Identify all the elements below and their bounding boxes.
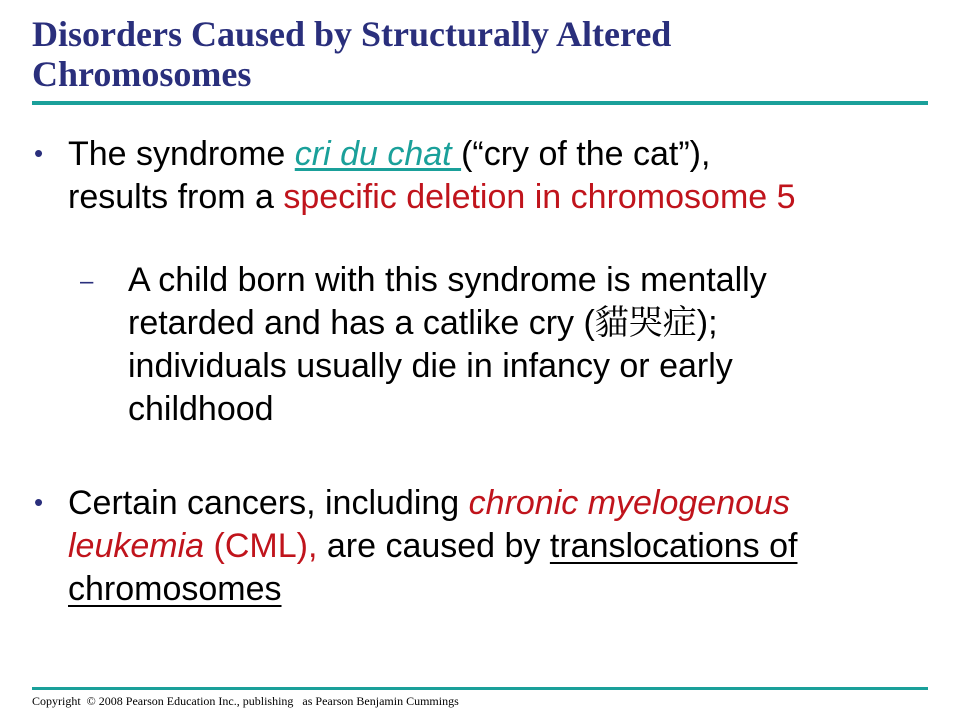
bullet-2-text-a: Certain cancers, including — [68, 484, 469, 522]
dash-icon: – — [80, 268, 94, 295]
cri-du-chat-link[interactable]: cri du chat — [294, 135, 462, 173]
bullet-icon: • — [34, 138, 44, 168]
bullet-2-red-italic-1: chronic myelogenous — [468, 484, 790, 522]
bullet-2-underlined-1: translocations of — [549, 527, 798, 565]
bullet-1-red-highlight: specific deletion in chromosome 5 — [283, 178, 796, 216]
sub-bullet-line-3: individuals usually die in infancy or early — [128, 347, 733, 385]
bullet-2-red-italic-2: leukemia — [68, 527, 205, 565]
footer-divider — [32, 687, 928, 690]
bullet-icon: • — [34, 487, 44, 517]
bullet-1 — [68, 133, 796, 219]
sub-bullet-line-2a: retarded and has a catlike cry ( — [128, 304, 595, 342]
sub-bullet-line-4: childhood — [128, 390, 274, 428]
bullet-1-text-a: The syndrome — [68, 135, 295, 173]
bullet-2-text-b: are caused by — [317, 527, 550, 565]
sub-bullet-line-1: A child born with this syndrome is mentally — [128, 261, 767, 299]
bullet-1-text-c: results from a — [68, 178, 284, 216]
bullet-2-red-plain: (CML), — [204, 527, 318, 565]
slide-title-line1: Disorders Caused by Structurally Altered — [32, 14, 672, 54]
chinese-term: 貓哭症 — [594, 304, 697, 342]
slide-title-line2: Chromosomes — [32, 54, 252, 94]
title-divider — [32, 101, 928, 105]
bullet-1-text-b: (“cry of the cat”), — [461, 135, 711, 173]
sub-bullet-1 — [128, 259, 767, 431]
slide-title — [32, 14, 932, 94]
sub-bullet-line-2b: ); — [696, 304, 718, 342]
bullet-2-underlined-2: chromosomes — [68, 570, 282, 608]
bullet-2 — [68, 482, 797, 611]
copyright-footer: Copyright © 2008 Pearson Education Inc., publishing as Pearson Benjamin Cummings — [32, 694, 459, 708]
